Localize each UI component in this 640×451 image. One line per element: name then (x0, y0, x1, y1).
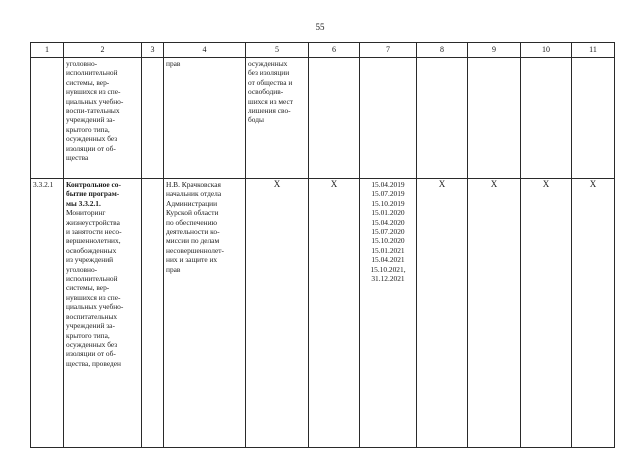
text-line: учреждений за- (66, 115, 115, 125)
text-line: крытого типа, (66, 330, 110, 340)
text-line: изоляции от об- (66, 143, 116, 153)
table-cell (309, 58, 360, 179)
document-table (30, 42, 615, 448)
column-header: 6 (309, 43, 360, 58)
text-line: Администрации (166, 198, 218, 208)
column-header: 1 (31, 43, 64, 58)
table-cell (417, 179, 468, 448)
text-line: начальник отдела (166, 189, 222, 199)
text-line: уголовно- (66, 264, 98, 274)
x-mark: X (330, 179, 338, 189)
text-line: исполнительной (66, 68, 118, 78)
table-cell (142, 179, 164, 448)
text-line: щества (66, 153, 89, 163)
text-line: и занятости несо- (66, 227, 122, 237)
text-line: осужденных без (66, 134, 118, 144)
table-cell (142, 58, 164, 179)
deadline-dates (362, 180, 414, 283)
table-cell (309, 179, 360, 448)
text-line: них и защите их (166, 255, 218, 265)
page-number: 55 (315, 22, 325, 32)
text-line: миссии по делам (166, 236, 220, 246)
table-cell (246, 179, 309, 448)
item-number: 3.3.2.1 (33, 180, 54, 189)
column-header: 5 (246, 43, 309, 58)
text-line: щества, проведен (66, 358, 122, 368)
text-line: Контрольное со- (66, 180, 121, 189)
text-line: 15.04.2020 (371, 217, 405, 227)
table-row (31, 179, 615, 448)
text-line: из учреждений (66, 255, 114, 265)
text-line: бытие програм- (66, 189, 120, 199)
text-line: без изоляции (248, 68, 290, 78)
table-cell (468, 58, 521, 179)
continued-description (66, 59, 139, 162)
text-line: прав (166, 264, 181, 274)
x-mark: X (438, 179, 446, 189)
text-line: боды (248, 115, 264, 125)
column-header: 2 (64, 43, 142, 58)
column-header: 3 (142, 43, 164, 58)
table-cell (360, 179, 417, 448)
text-line: 15.01.2020 (371, 208, 405, 218)
table-cell (417, 58, 468, 179)
text-line: нувшихся из спе- (66, 292, 121, 302)
text-line: деятельности ко- (166, 227, 220, 237)
text-line: 15.10.2020 (371, 236, 405, 246)
text-line: 15.01.2021 (371, 245, 405, 255)
table-cell (521, 58, 572, 179)
text-line: несовершеннолет- (166, 245, 224, 255)
continued-indicator (248, 59, 306, 125)
responsible-person (166, 180, 243, 274)
x-mark: X (490, 179, 498, 189)
column-header: 4 (164, 43, 246, 58)
text-line: осужденных (248, 59, 288, 68)
text-line: циальных учебно- (66, 302, 124, 312)
text-line: вершеннолетних, (66, 236, 121, 246)
table-cell (572, 58, 615, 179)
text-line: лишения сво- (248, 106, 291, 116)
table-cell (64, 179, 142, 448)
text-line: освобожденных (66, 245, 117, 255)
event-description (66, 208, 139, 368)
text-line: от общества и (248, 77, 293, 87)
text-line: освободив- (248, 87, 284, 97)
control-event-title (66, 180, 139, 208)
column-header-row (31, 43, 615, 58)
text-line: жизнеустройства (66, 217, 120, 227)
text-line: системы, вер- (66, 77, 110, 87)
text-line: циальных учебно- (66, 96, 124, 106)
text-line: 15.07.2020 (371, 227, 405, 237)
table-row (31, 58, 615, 179)
x-mark: X (542, 179, 550, 189)
x-mark: X (589, 179, 597, 189)
text-line: 15.07.2019 (371, 189, 405, 199)
text-line: 15.10.2021, (370, 264, 406, 274)
text-line: 15.04.2021 (371, 255, 405, 265)
text-line: Курской области (166, 208, 219, 218)
table-cell (572, 179, 615, 448)
column-header: 10 (521, 43, 572, 58)
table-cell (360, 58, 417, 179)
table-cell (31, 179, 64, 448)
x-mark: X (273, 179, 281, 189)
column-header: 9 (468, 43, 521, 58)
text-line: исполнительной (66, 274, 118, 284)
text-line: по обеспечению (166, 217, 218, 227)
table-cell (246, 58, 309, 179)
text-line: учреждений за- (66, 321, 115, 331)
column-header: 8 (417, 43, 468, 58)
text-line: 15.10.2019 (371, 198, 405, 208)
text-line: уголовно- (66, 59, 98, 68)
text-line: воспитательных (66, 311, 118, 321)
table-cell (64, 58, 142, 179)
text-line: шихся из мест (248, 96, 294, 106)
text-line: 31.12.2021 (371, 274, 405, 284)
table-cell (521, 179, 572, 448)
column-header: 11 (572, 43, 615, 58)
text-line: 15.04.2019 (371, 180, 405, 189)
text-line: мы 3.3.2.1. (66, 198, 101, 208)
text-line: изоляции от об- (66, 349, 116, 359)
text-line: системы, вер- (66, 283, 110, 293)
text-line: воспи-тательных (66, 106, 120, 116)
text-line: крытого типа, (66, 124, 110, 134)
continued-responsible: прав (166, 59, 181, 68)
column-header: 7 (360, 43, 417, 58)
table-cell (31, 58, 64, 179)
table-cell (164, 58, 246, 179)
text-line: Мониторинг (66, 208, 106, 218)
table-cell (468, 179, 521, 448)
text-line: нувшихся из спе- (66, 87, 121, 97)
table-cell (164, 179, 246, 448)
text-line: Н.В. Крачковская (166, 180, 221, 189)
text-line: осужденных без (66, 339, 118, 349)
